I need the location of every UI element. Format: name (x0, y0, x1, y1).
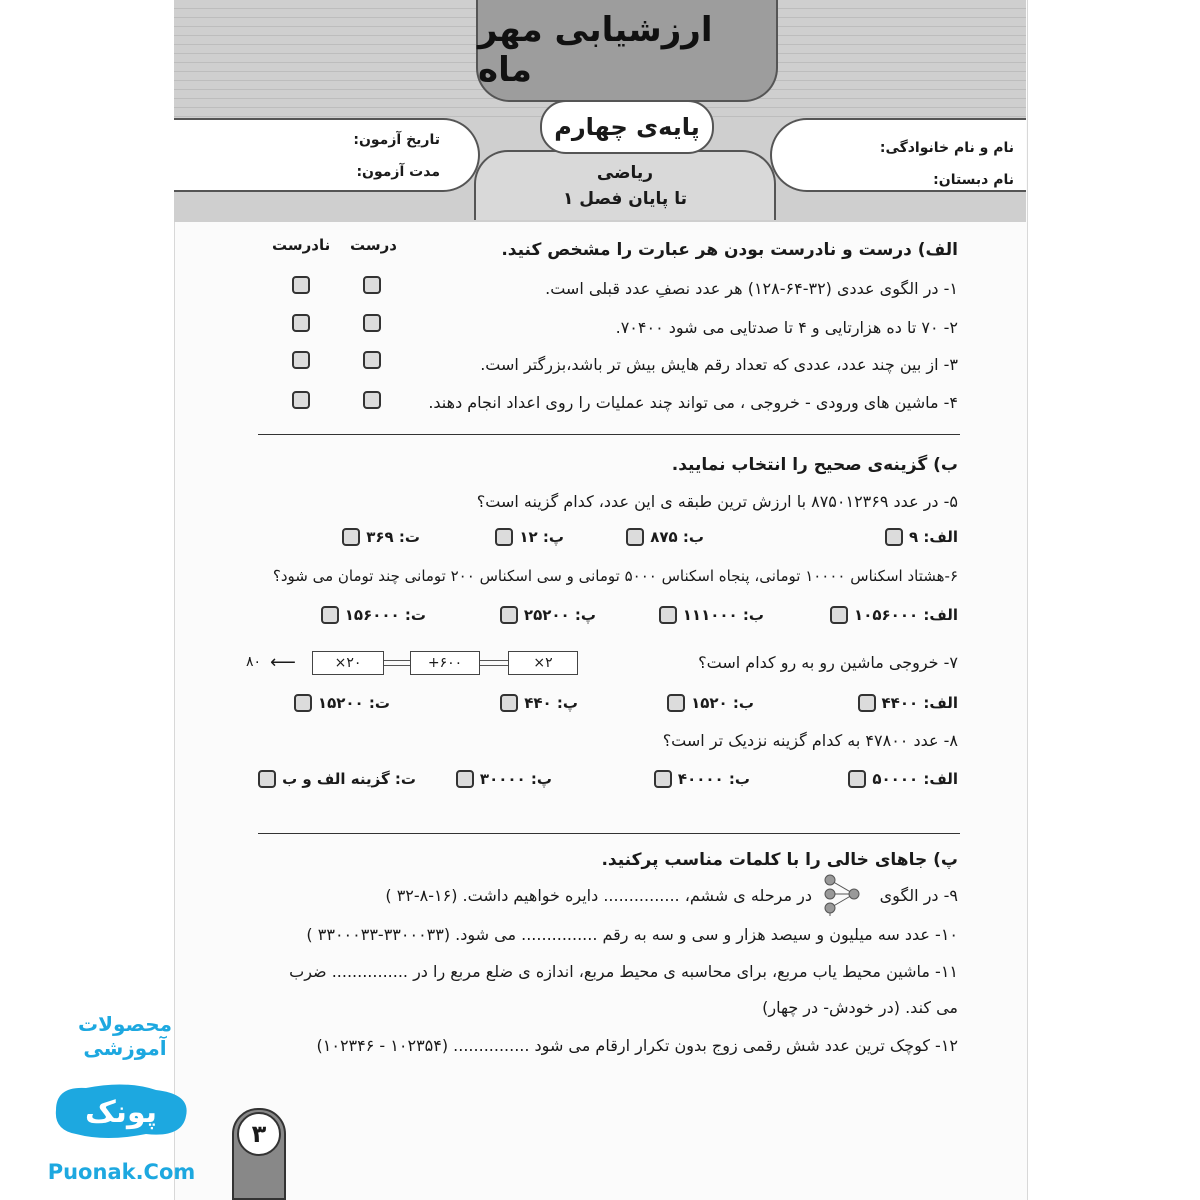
option-checkbox[interactable] (654, 770, 672, 788)
option-checkbox[interactable] (626, 528, 644, 546)
brand-tagline: محصولات آموزشی (77, 1012, 173, 1060)
true-checkbox-2[interactable] (363, 314, 381, 332)
section-a-title: الف) درست و نادرست بودن هر عبارت را مشخص کنید. (501, 240, 958, 260)
question-9-label: ۹- در الگوی (879, 886, 958, 905)
option-checkbox[interactable] (830, 606, 848, 624)
question-5: ۵- در عدد ۸۷۵۰۱۲۳۶۹ با ارزش ترین طبقه ی این عدد، کدام گزینه است؟ (476, 492, 958, 511)
q8-option-b[interactable] (654, 770, 750, 788)
true-checkbox-4[interactable] (363, 391, 381, 409)
col-true-label: درست (350, 236, 397, 254)
exam-info-box (174, 118, 480, 192)
q8-option-c[interactable] (456, 770, 552, 788)
statement-3: ۳- از بین چند عدد، عددی که تعداد رقم هایش بیش تر باشد،بزرگتر است. (480, 355, 958, 374)
machine-wire (384, 660, 410, 666)
brand-url: Puonak.Com (47, 1160, 196, 1184)
option-checkbox[interactable] (294, 694, 312, 712)
scope-label: تا پایان فصل ۱ (562, 189, 687, 209)
brand-logo (46, 1080, 196, 1140)
option-label: الف: ۴۴۰۰ (881, 694, 958, 712)
question-11: ۱۱- ماشین محیط یاب مربع، برای محاسبه ی محیط مربع، اندازه ی ضلع مربع را در ............... ضرب (289, 962, 958, 981)
q6-option-b[interactable] (659, 606, 764, 624)
option-label: پ: ۴۴۰ (524, 694, 578, 712)
question-6: ۶-هشتاد اسکناس ۱۰۰۰۰ تومانی، پنجاه اسکناس ۵۰۰۰ تومانی و سی اسکناس ۲۰۰ تومانی چند تومان می شود؟ (272, 567, 958, 585)
q8-option-d[interactable] (258, 770, 416, 788)
q6-option-c[interactable] (500, 606, 596, 624)
machine-step-1: ×۲۰ (312, 651, 384, 675)
option-checkbox[interactable] (321, 606, 339, 624)
statement-1: ۱- در الگوی عددی (۳۲-۶۴-۱۲۸) هر عدد نصفِ عدد قبلی است. (545, 279, 958, 298)
false-checkbox-3[interactable] (292, 351, 310, 369)
section-c-title: پ) جاهای خالی را با کلمات مناسب پرکنید. (601, 850, 958, 870)
q7-option-b[interactable] (667, 694, 754, 712)
section-b-title: ب) گزینه‌ی صحیح را انتخاب نمایید. (671, 455, 958, 475)
option-label: الف: ۵۰۰۰۰ (872, 770, 958, 788)
exam-title: ارزشیابی مهر ماه (476, 0, 778, 102)
statement-4: ۴- ماشین های ورودی - خروجی ، می تواند چند عملیات را روی اعداد انجام دهند. (428, 393, 958, 412)
duration-label: مدت آزمون: (356, 164, 440, 180)
option-label: ت: ۳۶۹ (366, 528, 420, 546)
q6-option-d[interactable] (321, 606, 426, 624)
name-label: نام و نام خانوادگی: (879, 140, 1014, 156)
q7-option-c[interactable] (500, 694, 578, 712)
svg-text:پونک: پونک (84, 1095, 158, 1130)
option-label: ب: ۱۵۲۰ (691, 694, 754, 712)
option-checkbox[interactable] (858, 694, 876, 712)
q8-option-a[interactable] (848, 770, 958, 788)
question-7: ۷- خروجی ماشین رو به رو کدام است؟ (698, 653, 958, 672)
q6-option-a[interactable] (830, 606, 958, 624)
option-label: ب: ۸۷۵ (650, 528, 704, 546)
option-checkbox[interactable] (258, 770, 276, 788)
machine-wire (480, 660, 508, 666)
divider (258, 833, 960, 834)
option-checkbox[interactable] (667, 694, 685, 712)
q5-option-b[interactable] (626, 528, 704, 546)
false-checkbox-2[interactable] (292, 314, 310, 332)
machine-step-2: +۶۰۰ (410, 651, 480, 675)
divider (258, 434, 960, 435)
student-info-box (770, 118, 1026, 192)
dot-pattern-icon (816, 872, 868, 922)
subject-box (474, 150, 776, 220)
option-label: ب: ۱۱۱۰۰۰ (682, 606, 764, 624)
page-number: ۳ (237, 1112, 281, 1156)
statement-2: ۲- ۷۰ تا ده هزارتایی و ۴ تا صدتایی می شود ۷۰۴۰۰. (615, 318, 958, 337)
school-label: نام دبستان: (933, 172, 1014, 188)
q5-option-a[interactable] (885, 528, 958, 546)
machine-output: ۸۰ (246, 654, 262, 670)
grade-badge: پایه‌ی چهارم (540, 100, 714, 154)
option-label: پ: ۲۵۲۰۰ (523, 606, 596, 624)
option-label: پ: ۳۰۰۰۰ (479, 770, 552, 788)
option-label: ت: ۱۵۲۰۰ (317, 694, 390, 712)
option-label: ب: ۴۰۰۰۰ (677, 770, 750, 788)
q5-option-c[interactable] (495, 528, 564, 546)
q5-option-d[interactable] (342, 528, 420, 546)
option-checkbox[interactable] (659, 606, 677, 624)
question-8: ۸- عدد ۴۷۸۰۰ به کدام گزینه نزدیک تر است؟ (662, 731, 958, 750)
true-checkbox-3[interactable] (363, 351, 381, 369)
q7-option-d[interactable] (294, 694, 390, 712)
col-false-label: نادرست (272, 236, 331, 254)
machine-step-3: ×۲ (508, 651, 578, 675)
option-checkbox[interactable] (500, 694, 518, 712)
option-checkbox[interactable] (342, 528, 360, 546)
option-label: ت: گزینه الف و ب (282, 770, 416, 788)
arrow-icon: ⟵ (270, 652, 296, 673)
q7-option-a[interactable] (858, 694, 958, 712)
option-checkbox[interactable] (885, 528, 903, 546)
question-12: ۱۲- کوچک ترین عدد شش رقمی زوج بدون تکرار ارقام می شود ............... (۱۰۲۳۵۴ - ۱۰۲۳۴۶) (316, 1036, 958, 1055)
question-10: ۱۰- عدد سه میلیون و سیصد هزار و سی و سه به رقم ............... می شود. (۳۳۰۰۰۳۳-۳۳۰۰۰۳۳ ) (306, 925, 958, 944)
false-checkbox-1[interactable] (292, 276, 310, 294)
true-checkbox-1[interactable] (363, 276, 381, 294)
option-checkbox[interactable] (495, 528, 513, 546)
question-11-cont: می کند. (در خودش- در چهار) (762, 998, 958, 1017)
question-9: در مرحله ی ششم، ............... دایره خواهیم داشت. (۱۶-۸-۳۲ ) (385, 886, 812, 905)
option-label: ت: ۱۵۶۰۰۰ (344, 606, 426, 624)
date-label: تاریخ آزمون: (353, 132, 440, 148)
option-label: الف: ۱۰۵۶۰۰۰ (854, 606, 958, 624)
option-checkbox[interactable] (500, 606, 518, 624)
option-checkbox[interactable] (848, 770, 866, 788)
subject-label: ریاضی (596, 163, 654, 183)
option-label: الف: ۹ (908, 528, 958, 546)
option-label: پ: ۱۲ (519, 528, 564, 546)
option-checkbox[interactable] (456, 770, 474, 788)
false-checkbox-4[interactable] (292, 391, 310, 409)
